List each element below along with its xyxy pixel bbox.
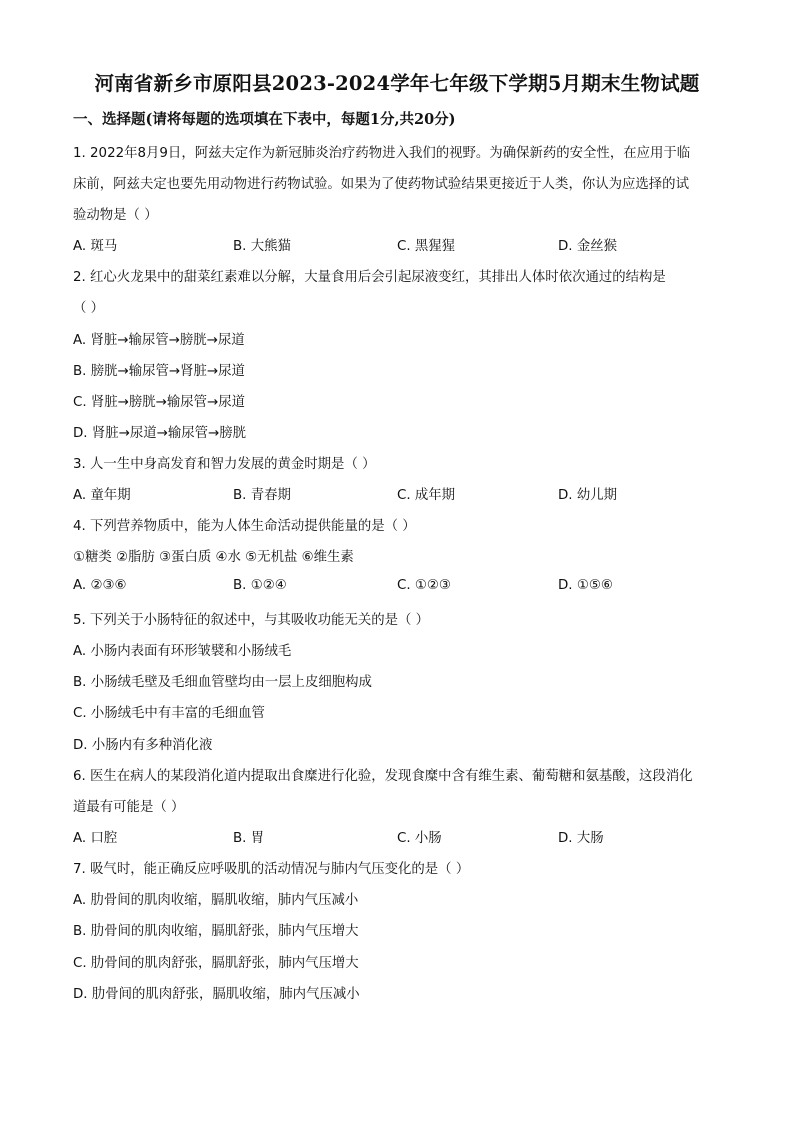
question-1-line-2: 床前，阿兹夫定也要先用动物进行药物试验。如果为了使药物试验结果更接近于人类，你认为应选择的试 [73,177,689,192]
question-4-line-2: ①糖类 ②脂肪 ③蛋白质 ④水 ⑤无机盐 ⑥维生素 [73,550,354,565]
q2-option-a: A. 肾脏→输尿管→膀胱→尿道 [73,333,245,348]
question-6-line-2: 道最有可能是（ ） [73,800,185,815]
q2-option-c: C. 肾脏→膀胱→输尿管→尿道 [73,395,246,410]
q1-option-d: D. 金丝猴 [558,239,617,254]
q4-option-a: A. ②③⑥ [73,578,127,593]
question-7-line-1: 7. 吸气时，能正确反应呼吸肌的活动情况与肺内气压变化的是（ ） [73,862,470,877]
q2-option-b: B. 膀胱→输尿管→肾脏→尿道 [73,364,245,379]
page-title: 河南省新乡市原阳县2023-2024学年七年级下学期5月期末生物试题 [94,72,700,95]
q7-option-a: A. 肋骨间的肌肉收缩，膈肌收缩，肺内气压减小 [73,893,359,908]
question-4-options [73,578,723,598]
q7-option-b: B. 肋骨间的肌肉收缩，膈肌舒张，肺内气压增大 [73,924,359,939]
q4-option-d: D. ①⑤⑥ [558,578,613,593]
question-2-line-2: （ ） [73,301,105,316]
q3-option-a: A. 童年期 [73,488,131,503]
q4-option-c: C. ①②③ [397,578,451,593]
q5-option-d: D. 小肠内有多种消化液 [73,738,213,753]
q1-option-c: C. 黑猩猩 [397,239,456,254]
q1-option-a: A. 斑马 [73,239,118,254]
q6-option-d: D. 大肠 [558,831,604,846]
question-2-line-1: 2. 红心火龙果中的甜菜红素难以分解，大量食用后会引起尿液变红，其排出人体时依次通过的结构是 [73,270,666,285]
question-3-options [73,484,723,504]
q5-option-a: A. 小肠内表面有环形皱襞和小肠绒毛 [73,644,292,659]
q6-option-b: B. 胃 [233,831,265,846]
question-1-options [73,235,723,255]
q3-option-b: B. 青春期 [233,488,291,503]
q3-option-c: C. 成年期 [397,488,456,503]
q1-option-b: B. 大熊猫 [233,239,291,254]
q3-option-d: D. 幼儿期 [558,488,617,503]
question-5-line-1: 5. 下列关于小肠特征的叙述中，与其吸收功能无关的是（ ） [73,613,430,628]
question-1-line-1: 1. 2022年8月9日，阿兹夫定作为新冠肺炎治疗药物进入我们的视野。为确保新药的安全性，在应用于临 [73,146,691,161]
section-heading: 一、选择题(请将每题的选项填在下表中，每题1分,共20分) [73,111,456,128]
q7-option-c: C. 肋骨间的肌肉舒张，膈肌舒张，肺内气压增大 [73,956,359,971]
question-6-options [73,827,723,847]
q4-option-b: B. ①②④ [233,578,287,593]
question-3-line-1: 3. 人一生中身高发育和智力发展的黄金时期是（ ） [73,457,376,472]
question-4-line-1: 4. 下列营养物质中，能为人体生命活动提供能量的是（ ） [73,519,416,534]
q2-option-d: D. 肾脏→尿道→输尿管→膀胱 [73,426,246,441]
q7-option-d: D. 肋骨间的肌肉舒张，膈肌收缩，肺内气压减小 [73,987,360,1002]
q5-option-b: B. 小肠绒毛壁及毛细血管壁均由一层上皮细胞构成 [73,675,372,690]
q6-option-a: A. 口腔 [73,831,118,846]
q5-option-c: C. 小肠绒毛中有丰富的毛细血管 [73,706,265,721]
question-1-line-3: 验动物是（ ） [73,208,158,223]
question-6-line-1: 6. 医生在病人的某段消化道内提取出食糜进行化验，发现食糜中含有维生素、葡萄糖和氨基酸，这段消化 [73,769,693,784]
q6-option-c: C. 小肠 [397,831,442,846]
